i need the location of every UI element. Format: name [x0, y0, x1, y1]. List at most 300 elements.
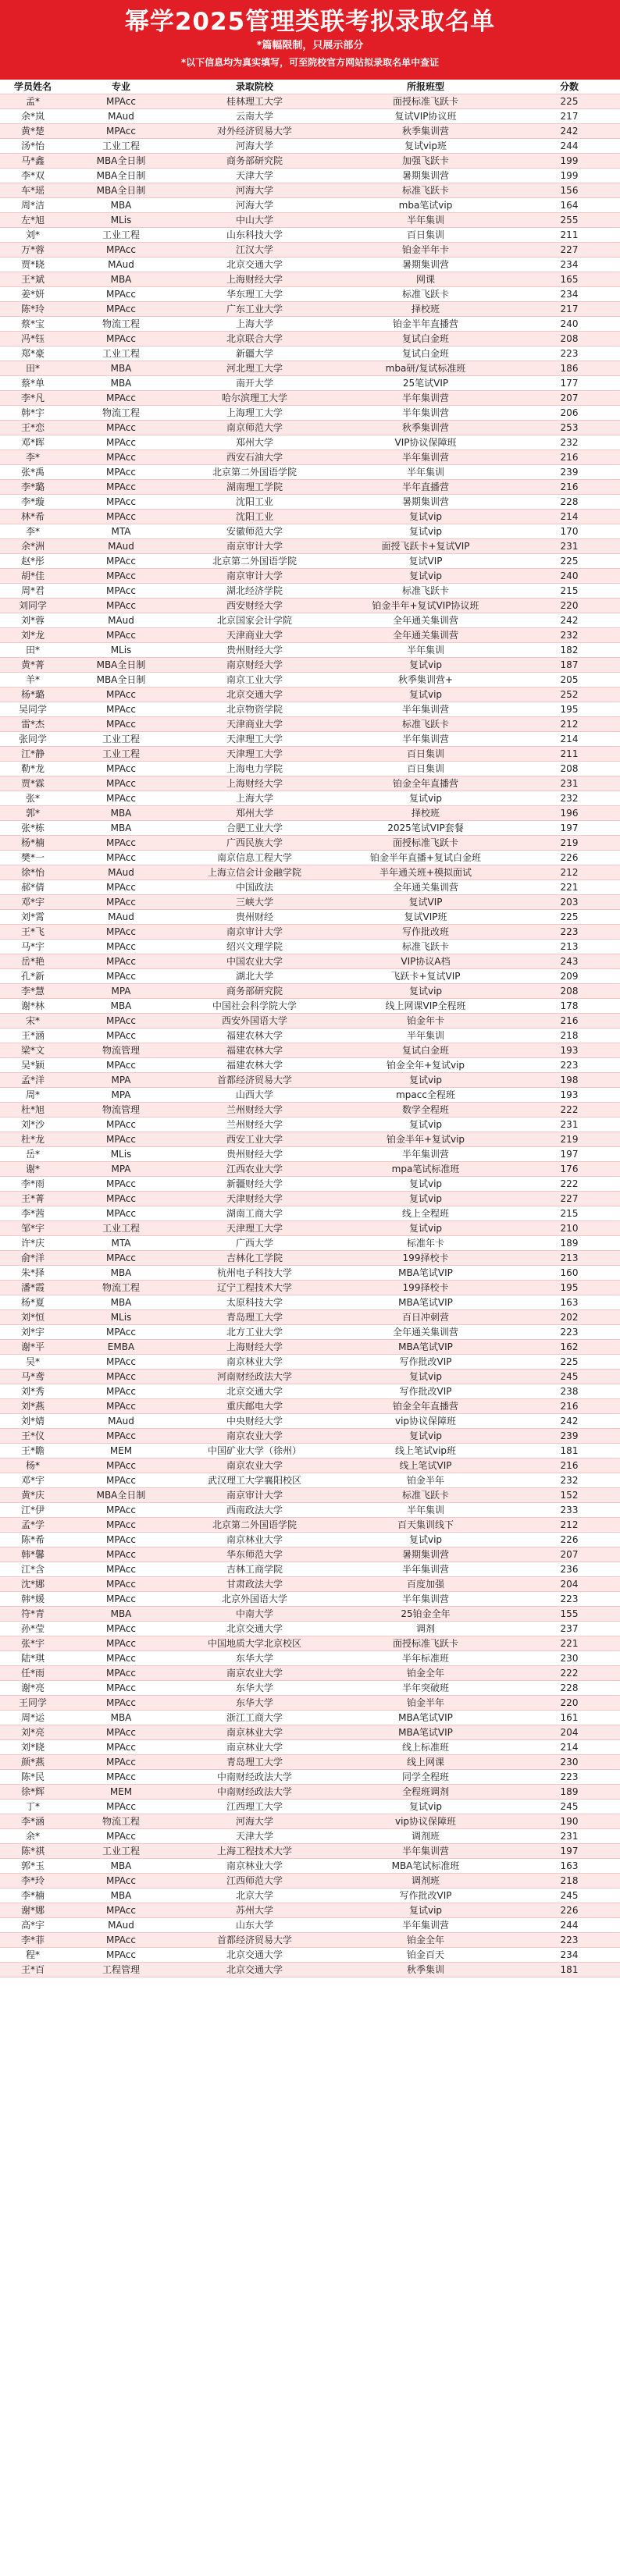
- cell-major: MPAcc: [66, 554, 176, 569]
- cell-major: MPAcc: [66, 1251, 176, 1266]
- cell-score: 231: [518, 776, 620, 791]
- table-row: [0, 1399, 620, 1414]
- cell-score: 226: [518, 1903, 620, 1918]
- table-row: [0, 1785, 620, 1800]
- cell-name: 谢*: [0, 1162, 66, 1177]
- cell-major: 工业工程: [66, 346, 176, 361]
- cell-name: 程*: [0, 1948, 66, 1963]
- cell-major: 物流工程: [66, 1281, 176, 1295]
- cell-major: MAud: [66, 539, 176, 554]
- cell-score: 207: [518, 1547, 620, 1562]
- cell-major: MPAcc: [66, 1503, 176, 1518]
- cell-school: 广东工业大学: [176, 302, 333, 317]
- cell-school: 西安工业大学: [176, 1132, 333, 1147]
- cell-major: MPAcc: [66, 940, 176, 954]
- cell-class: 半年通关班+模拟面试: [333, 865, 518, 880]
- cell-name: 梁*文: [0, 1043, 66, 1058]
- cell-major: MAud: [66, 1414, 176, 1429]
- cell-name: 孟*学: [0, 1518, 66, 1533]
- cell-class: 半年标准班: [333, 1651, 518, 1666]
- cell-major: MPAcc: [66, 954, 176, 969]
- cell-class: 199择校卡: [333, 1251, 518, 1266]
- cell-school: 对外经济贸易大学: [176, 124, 333, 139]
- cell-score: 214: [518, 510, 620, 524]
- cell-school: 江西理工大学: [176, 1800, 333, 1814]
- cell-major: MBA全日制: [66, 154, 176, 169]
- cell-name: 谢*亮: [0, 1681, 66, 1696]
- cell-class: 复试白金班: [333, 346, 518, 361]
- cell-class: 复试vip: [333, 658, 518, 673]
- cell-school: 上海理工大学: [176, 406, 333, 421]
- cell-name: 李*: [0, 450, 66, 465]
- cell-school: 天津理工大学: [176, 1221, 333, 1236]
- table-row: [0, 1162, 620, 1177]
- cell-score: 223: [518, 1933, 620, 1948]
- cell-major: MAud: [66, 1918, 176, 1933]
- table-row: [0, 1473, 620, 1488]
- cell-school: 中南财经政法大学: [176, 1785, 333, 1800]
- cell-class: 线上网课: [333, 1755, 518, 1770]
- cell-major: MPAcc: [66, 1666, 176, 1681]
- cell-score: 255: [518, 213, 620, 228]
- cell-class: mba研/复试标准班: [333, 361, 518, 376]
- cell-class: 秋季集训营: [333, 421, 518, 435]
- cell-school: 北京外国语大学: [176, 1592, 333, 1607]
- table-row: [0, 302, 620, 317]
- cell-score: 228: [518, 1681, 620, 1696]
- cell-major: 工业工程: [66, 1844, 176, 1859]
- cell-major: MPAcc: [66, 1592, 176, 1607]
- cell-school: 绍兴文理学院: [176, 940, 333, 954]
- cell-school: 商务部研究院: [176, 154, 333, 169]
- cell-name: 田*: [0, 361, 66, 376]
- cell-major: MBA: [66, 1859, 176, 1874]
- table-row: [0, 258, 620, 272]
- cell-name: 陈*民: [0, 1770, 66, 1785]
- cell-name: 周*君: [0, 584, 66, 599]
- cell-name: 余*洲: [0, 539, 66, 554]
- table-row: [0, 346, 620, 361]
- cell-school: 福建农林大学: [176, 1043, 333, 1058]
- cell-major: MPAcc: [66, 762, 176, 776]
- cell-school: 贵州财经大学: [176, 1147, 333, 1162]
- cell-name: 林*希: [0, 510, 66, 524]
- cell-class: 秋季集训营: [333, 124, 518, 139]
- cell-class: mpa笔试标准班: [333, 1162, 518, 1177]
- cell-school: 上海大学: [176, 317, 333, 332]
- cell-name: 刘*晓: [0, 1740, 66, 1755]
- table-row: [0, 1266, 620, 1281]
- table-row: [0, 124, 620, 139]
- cell-score: 209: [518, 969, 620, 984]
- cell-school: 河海大学: [176, 1814, 333, 1829]
- table-row: [0, 1755, 620, 1770]
- cell-score: 163: [518, 1859, 620, 1874]
- cell-class: 半年集训: [333, 213, 518, 228]
- table-row: [0, 139, 620, 154]
- cell-class: 复试vip: [333, 1429, 518, 1444]
- cell-class: mba笔试vip: [333, 198, 518, 213]
- cell-school: 河南财经政法大学: [176, 1370, 333, 1384]
- table-body: [0, 94, 620, 1977]
- cell-class: 写作批改VIP: [333, 1355, 518, 1370]
- cell-school: 北京联合大学: [176, 332, 333, 346]
- cell-score: 232: [518, 628, 620, 643]
- cell-school: 西南政法大学: [176, 1503, 333, 1518]
- cell-school: 广西民族大学: [176, 836, 333, 851]
- cell-school: 天津商业大学: [176, 628, 333, 643]
- table-row: [0, 1533, 620, 1547]
- cell-class: 铂金半年卡: [333, 243, 518, 258]
- cell-class: 标准飞跃卡: [333, 717, 518, 732]
- cell-major: MPAcc: [66, 435, 176, 450]
- cell-school: 广西大学: [176, 1236, 333, 1251]
- cell-major: MPAcc: [66, 1029, 176, 1043]
- cell-score: 204: [518, 1577, 620, 1592]
- table-row: [0, 1310, 620, 1325]
- cell-name: 黄*庆: [0, 1488, 66, 1503]
- table-row: [0, 332, 620, 346]
- cell-major: MPA: [66, 984, 176, 999]
- cell-major: MPAcc: [66, 465, 176, 480]
- table-row: [0, 406, 620, 421]
- cell-school: 武汉理工大学襄阳校区: [176, 1473, 333, 1488]
- cell-class: 复试vip: [333, 569, 518, 584]
- cell-major: MPAcc: [66, 1933, 176, 1948]
- cell-major: 工业工程: [66, 1221, 176, 1236]
- cell-score: 156: [518, 183, 620, 198]
- cell-major: MPAcc: [66, 969, 176, 984]
- cell-score: 223: [518, 1058, 620, 1073]
- table-row: [0, 1251, 620, 1266]
- cell-major: MPAcc: [66, 1651, 176, 1666]
- table-row: [0, 732, 620, 747]
- page-note-limit: *篇幅限制，只展示部分: [256, 40, 364, 52]
- cell-major: MPAcc: [66, 1577, 176, 1592]
- cell-class: 加强飞跃卡: [333, 154, 518, 169]
- table-row: [0, 554, 620, 569]
- cell-major: 工业工程: [66, 732, 176, 747]
- cell-major: 物流管理: [66, 1103, 176, 1117]
- table-row: [0, 584, 620, 599]
- page-title: 幂学2025管理类联考拟录取名单: [124, 8, 496, 36]
- cell-class: 复试vip班: [333, 139, 518, 154]
- cell-class: 线上全程班: [333, 1206, 518, 1221]
- cell-major: MPAcc: [66, 450, 176, 465]
- cell-major: MPAcc: [66, 1192, 176, 1206]
- cell-name: 孟*: [0, 94, 66, 109]
- cell-score: 193: [518, 1088, 620, 1103]
- table-row: [0, 376, 620, 391]
- cell-major: 物流工程: [66, 317, 176, 332]
- cell-score: 204: [518, 1725, 620, 1740]
- cell-major: MPAcc: [66, 495, 176, 510]
- cell-school: 南京林业大学: [176, 1725, 333, 1740]
- cell-class: 铂金半年+复试VIP协议班: [333, 599, 518, 613]
- cell-score: 232: [518, 435, 620, 450]
- cell-name: 王*仪: [0, 1429, 66, 1444]
- cell-class: 百日集训: [333, 747, 518, 762]
- cell-school: 北京交通大学: [176, 1963, 333, 1977]
- cell-name: 江*含: [0, 1562, 66, 1577]
- cell-school: 南京农业大学: [176, 1429, 333, 1444]
- cell-major: MTA: [66, 524, 176, 539]
- cell-major: MPAcc: [66, 1384, 176, 1399]
- cell-score: 232: [518, 791, 620, 806]
- cell-class: 数学全程班: [333, 1103, 518, 1117]
- table-row: [0, 762, 620, 776]
- table-row: [0, 287, 620, 302]
- cell-name: 潘*霞: [0, 1281, 66, 1295]
- table-row: [0, 1221, 620, 1236]
- table-row: [0, 1636, 620, 1651]
- table-row: [0, 1770, 620, 1785]
- cell-name: 马*鑫: [0, 154, 66, 169]
- header-banner: [0, 0, 620, 80]
- cell-class: 半年直播营: [333, 480, 518, 495]
- cell-school: 辽宁工程技术大学: [176, 1281, 333, 1295]
- cell-class: 标准飞跃卡: [333, 183, 518, 198]
- cell-score: 213: [518, 940, 620, 954]
- cell-score: 231: [518, 1117, 620, 1132]
- cell-school: 江西农业大学: [176, 1162, 333, 1177]
- cell-major: MPAcc: [66, 1117, 176, 1132]
- cell-school: 浙江工商大学: [176, 1711, 333, 1725]
- cell-name: 王*斌: [0, 272, 66, 287]
- table-row: [0, 791, 620, 806]
- cell-name: 李*雨: [0, 1177, 66, 1192]
- cell-school: 郑州大学: [176, 806, 333, 821]
- table-row: [0, 717, 620, 732]
- table-row: [0, 524, 620, 539]
- cell-name: 王*瞻: [0, 1444, 66, 1459]
- table-row: [0, 776, 620, 791]
- cell-score: 212: [518, 865, 620, 880]
- cell-score: 242: [518, 124, 620, 139]
- column-header-major: 专业: [66, 80, 176, 94]
- cell-school: 南京农业大学: [176, 1666, 333, 1681]
- cell-score: 208: [518, 762, 620, 776]
- cell-class: 半年集训: [333, 1503, 518, 1518]
- cell-class: 半年集训营: [333, 1562, 518, 1577]
- table-row: [0, 821, 620, 836]
- cell-major: MPAcc: [66, 1533, 176, 1547]
- cell-name: 吴同学: [0, 702, 66, 717]
- cell-class: MBA笔试VIP: [333, 1340, 518, 1355]
- cell-class: mpacc全程班: [333, 1088, 518, 1103]
- cell-score: 221: [518, 1636, 620, 1651]
- cell-score: 206: [518, 406, 620, 421]
- table-row: [0, 1874, 620, 1888]
- cell-score: 196: [518, 806, 620, 821]
- table-row: [0, 1325, 620, 1340]
- cell-name: 江*静: [0, 747, 66, 762]
- cell-class: 复试VIP班: [333, 910, 518, 925]
- cell-major: MAud: [66, 865, 176, 880]
- cell-class: 线上笔试VIP: [333, 1459, 518, 1473]
- table-row: [0, 569, 620, 584]
- cell-major: 工业工程: [66, 228, 176, 243]
- cell-name: 刘*亮: [0, 1725, 66, 1740]
- cell-class: 写作批改班: [333, 925, 518, 940]
- cell-major: MBA: [66, 198, 176, 213]
- table-row: [0, 1117, 620, 1132]
- table-row: [0, 1488, 620, 1503]
- cell-class: 半年集训: [333, 643, 518, 658]
- cell-class: 铂金年卡: [333, 1014, 518, 1029]
- cell-class: 调剂: [333, 1622, 518, 1636]
- cell-name: 刘*恒: [0, 1310, 66, 1325]
- cell-major: MPA: [66, 1088, 176, 1103]
- cell-score: 220: [518, 599, 620, 613]
- cell-name: 汤*怡: [0, 139, 66, 154]
- cell-name: 李*茜: [0, 1206, 66, 1221]
- cell-major: MPAcc: [66, 688, 176, 702]
- cell-score: 219: [518, 836, 620, 851]
- cell-name: 吴*颖: [0, 1058, 66, 1073]
- cell-class: 半年集训营: [333, 702, 518, 717]
- cell-class: 复试vip: [333, 1800, 518, 1814]
- cell-major: MPAcc: [66, 584, 176, 599]
- cell-class: 复试vip: [333, 984, 518, 999]
- cell-score: 228: [518, 495, 620, 510]
- table-row: [0, 1666, 620, 1681]
- cell-score: 245: [518, 1800, 620, 1814]
- cell-school: 西安外国语大学: [176, 1014, 333, 1029]
- cell-major: MPAcc: [66, 480, 176, 495]
- cell-score: 181: [518, 1963, 620, 1977]
- cell-class: 半年集训营: [333, 1592, 518, 1607]
- cell-school: 山西大学: [176, 1088, 333, 1103]
- cell-name: 李*璇: [0, 495, 66, 510]
- cell-major: MPAcc: [66, 851, 176, 865]
- cell-school: 苏州大学: [176, 1903, 333, 1918]
- cell-class: 铂金半年直播营: [333, 317, 518, 332]
- table-row: [0, 1295, 620, 1310]
- cell-school: 河海大学: [176, 198, 333, 213]
- cell-score: 220: [518, 1696, 620, 1711]
- cell-name: 邓*宇: [0, 895, 66, 910]
- cell-name: 黄*楚: [0, 124, 66, 139]
- table-row: [0, 747, 620, 762]
- cell-major: MPAcc: [66, 1800, 176, 1814]
- cell-score: 176: [518, 1162, 620, 1177]
- cell-class: MBA笔试标准班: [333, 1859, 518, 1874]
- cell-school: 南京财经大学: [176, 658, 333, 673]
- cell-class: 铂金全年: [333, 1933, 518, 1948]
- cell-school: 南京审计大学: [176, 1488, 333, 1503]
- cell-school: 上海立信会计金融学院: [176, 865, 333, 880]
- table-row: [0, 317, 620, 332]
- cell-class: VIP协议保障班: [333, 435, 518, 450]
- cell-class: 复试白金班: [333, 1043, 518, 1058]
- table-row: [0, 183, 620, 198]
- cell-score: 240: [518, 317, 620, 332]
- table-row: [0, 1577, 620, 1592]
- cell-score: 243: [518, 954, 620, 969]
- cell-score: 239: [518, 465, 620, 480]
- cell-major: MPAcc: [66, 1518, 176, 1533]
- cell-school: 三峡大学: [176, 895, 333, 910]
- cell-class: 复试VIP: [333, 554, 518, 569]
- cell-major: MPAcc: [66, 510, 176, 524]
- cell-score: 187: [518, 658, 620, 673]
- cell-major: 物流工程: [66, 1814, 176, 1829]
- cell-class: 半年集训营: [333, 732, 518, 747]
- cell-score: 161: [518, 1711, 620, 1725]
- cell-name: 蔡*宝: [0, 317, 66, 332]
- table-row: [0, 1651, 620, 1666]
- cell-school: 云南大学: [176, 109, 333, 124]
- cell-major: MPAcc: [66, 836, 176, 851]
- cell-school: 青岛理工大学: [176, 1310, 333, 1325]
- cell-major: MPAcc: [66, 1755, 176, 1770]
- cell-major: MPAcc: [66, 791, 176, 806]
- cell-major: MPA: [66, 1073, 176, 1088]
- cell-score: 198: [518, 1073, 620, 1088]
- cell-class: 百度加强: [333, 1577, 518, 1592]
- cell-name: 李*慧: [0, 984, 66, 999]
- cell-school: 沈阳工业: [176, 510, 333, 524]
- table-row: [0, 1281, 620, 1295]
- table-row: [0, 1918, 620, 1933]
- cell-major: MPAcc: [66, 1177, 176, 1192]
- cell-name: 邓*晖: [0, 435, 66, 450]
- cell-major: MAud: [66, 109, 176, 124]
- cell-major: MPAcc: [66, 1636, 176, 1651]
- cell-score: 240: [518, 569, 620, 584]
- cell-score: 237: [518, 1622, 620, 1636]
- cell-score: 207: [518, 391, 620, 406]
- cell-name: 姜*妍: [0, 287, 66, 302]
- cell-name: 任*雨: [0, 1666, 66, 1681]
- cell-school: 吉林工商学院: [176, 1562, 333, 1577]
- cell-score: 190: [518, 1814, 620, 1829]
- table-row: [0, 880, 620, 895]
- cell-name: 左*旭: [0, 213, 66, 228]
- cell-score: 213: [518, 1251, 620, 1266]
- cell-school: 上海工程技术大学: [176, 1844, 333, 1859]
- cell-school: 南京审计大学: [176, 925, 333, 940]
- cell-name: 郭*玉: [0, 1859, 66, 1874]
- cell-name: 孙*莹: [0, 1622, 66, 1636]
- cell-class: 线上笔试vip班: [333, 1444, 518, 1459]
- cell-major: MTA: [66, 1236, 176, 1251]
- cell-major: MPAcc: [66, 776, 176, 791]
- cell-name: 郭*: [0, 806, 66, 821]
- cell-name: 孟*洋: [0, 1073, 66, 1088]
- cell-major: 物流工程: [66, 406, 176, 421]
- cell-major: MPAcc: [66, 1770, 176, 1785]
- cell-major: MPAcc: [66, 717, 176, 732]
- cell-school: 北京交通大学: [176, 1622, 333, 1636]
- cell-school: 青岛理工大学: [176, 1755, 333, 1770]
- cell-score: 227: [518, 243, 620, 258]
- cell-major: MBA全日制: [66, 658, 176, 673]
- cell-school: 南京林业大学: [176, 1533, 333, 1547]
- cell-school: 河海大学: [176, 139, 333, 154]
- cell-class: 写作批改VIP: [333, 1888, 518, 1903]
- cell-class: 飞跃卡+复试VIP: [333, 969, 518, 984]
- cell-score: 232: [518, 1473, 620, 1488]
- cell-major: MAud: [66, 613, 176, 628]
- cell-class: 2025笔试VIP套餐: [333, 821, 518, 836]
- cell-major: MPAcc: [66, 124, 176, 139]
- cell-class: 全年通关集训营: [333, 628, 518, 643]
- cell-name: 贾*晓: [0, 258, 66, 272]
- cell-score: 208: [518, 332, 620, 346]
- cell-score: 152: [518, 1488, 620, 1503]
